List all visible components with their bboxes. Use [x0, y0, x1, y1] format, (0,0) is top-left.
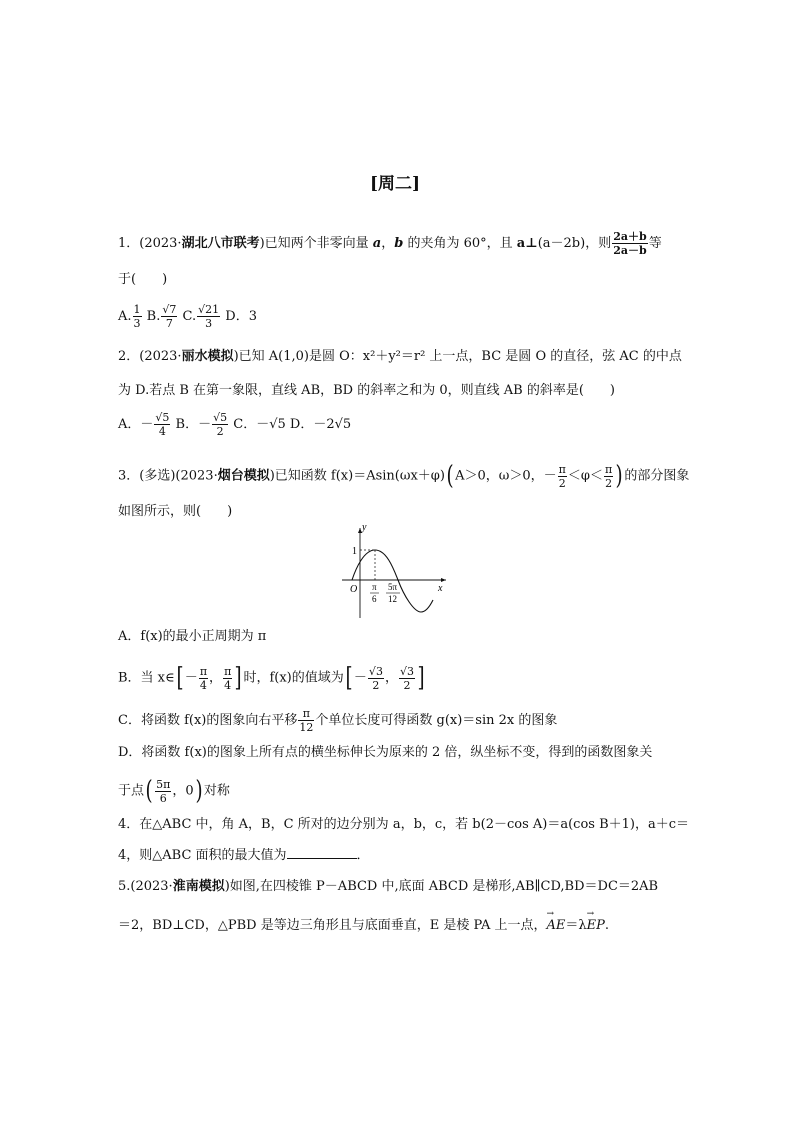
q5-source: 淮南模拟: [172, 879, 225, 894]
q2-source: 丽水模拟: [181, 349, 234, 364]
q4-line1: 4．在△ABC 中，角 A，B，C 所对的边分别为 a，b，c，若 b(2－cos A)＝a(cos B＋1)，a＋c＝: [118, 817, 689, 832]
q1-line1: 1．(2023·湖北八市联考)已知两个非零向量 a，b 的夹角为 60°，且 a⊥(a－2b)，则 $\frac{2a+b}{2a-b}$ 等: [118, 230, 662, 257]
q3-optA: A．f(x)的最小正周期为 π: [118, 629, 267, 644]
y-label: y: [362, 522, 367, 533]
q1-source: 湖北八市联考: [181, 236, 260, 251]
tick2-den: 12: [388, 594, 397, 604]
q4-line2: 4，则△ABC 面积的最大值为 ．: [118, 848, 370, 863]
one-label: 1: [352, 546, 357, 557]
q2-line2: 为 D.若点 B 在第一象限，直线 AB，BD 的斜率之和为 0，则直线 AB 的斜率是( ): [118, 383, 615, 398]
tick1-num: π: [372, 582, 377, 592]
q3-optD-line1: D．将函数 f(x)的图象上所有点的横坐标伸长为原来的 2 倍，纵坐标不变，得到的函数图象关: [118, 745, 653, 760]
q1-options: A. $\frac{1}{3}$ B. $\frac{√7}{7}$ C. $\frac{√21}{3}$ D．3: [118, 303, 257, 330]
tick1-den: 6: [372, 594, 377, 604]
tick2-num: 5π: [388, 582, 398, 592]
q2-options: A．－ $\frac{√5}{4}$ B．－ $\frac{√5}{2}$ C．－√5 D．－2√5: [118, 411, 352, 438]
x-axis-arrow: [441, 578, 446, 582]
q1-line2: 于( ): [118, 272, 168, 287]
q2-line1: 2．(2023·丽水模拟)已知 A(1,0)是圆 O：x²＋y²＝r² 上一点，BC 是圆 O 的直径，弦 AC 的中点: [118, 349, 682, 364]
answer-blank[interactable]: [287, 846, 357, 859]
q5-line1: 5.(2023·淮南模拟)如图,在四棱锥 P－ABCD 中,底面 ABCD 是梯形,AB∥CD,BD＝DC＝2AB: [118, 879, 659, 894]
origin-label: O: [350, 584, 358, 595]
q3-optC: C．将函数 f(x)的图象向右平移 $\frac{\pi}{12}$ 个单位长度可得函数 g(x)＝sin 2x 的图象: [118, 707, 558, 734]
q1-fraction: $\frac{2a+b}{2a-b}$: [613, 230, 647, 257]
q3-line2: 如图所示，则( ): [118, 504, 233, 519]
q3-optD-line2: 于点( $\frac{5\pi}{6}$ ，0) 对称: [118, 776, 230, 806]
page-title: [周二]: [370, 174, 421, 194]
q5-line2: ＝2，BD⊥CD，△PBD 是等边三角形且与底面垂直，E 是棱 PA 上一点，→ AE＝λ→ EP.: [118, 919, 609, 932]
q3-sine-graph: [338, 522, 458, 620]
x-label: x: [438, 583, 443, 594]
q3-line1: 3．(多选)(2023·烟台模拟)已知函数 f(x)＝Asin(ωx＋φ)( A＞0，ω＞0，－ $\frac{\pi}{2}$ ＜φ＜ $\frac{\pi}{2}$ ) 的部分图象: [118, 461, 690, 491]
q3-optB: B．当 x∈[ － $\frac{\pi}{4}$ ， $\frac{\pi}{4}$ ] 时，f(x)的值域为[ － $\frac{√3}{2}$ ， $\frac{√3}{2}$ ]: [118, 663, 425, 693]
q3-source: 烟台模拟: [217, 468, 270, 484]
